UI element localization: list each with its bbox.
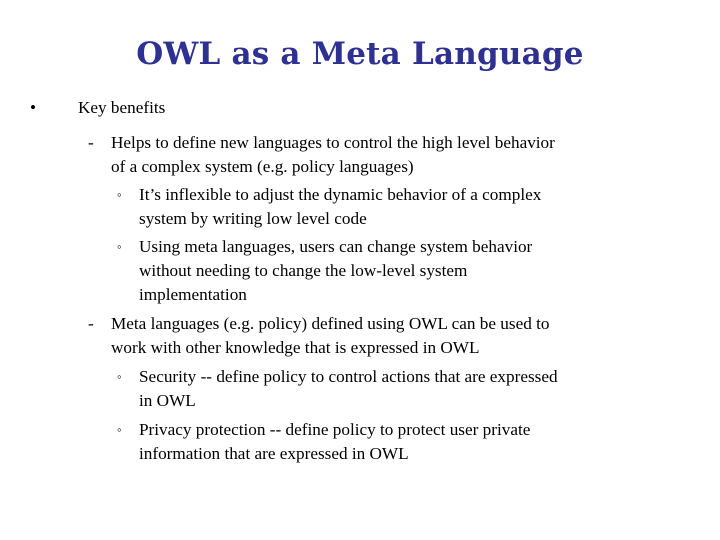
circle-marker: ◦ (117, 369, 122, 384)
bullet-line: of a complex system (e.g. policy languages) (111, 157, 414, 176)
circle-marker: ◦ (117, 239, 122, 254)
dash-marker: - (88, 314, 94, 333)
bullet-text (109, 312, 699, 360)
bullet-line: Security -- define policy to control actions that are expressed (139, 367, 558, 386)
bullet-line: Meta languages (e.g. policy) defined using OWL can be used to (111, 314, 550, 333)
bullet-line: without needing to change the low-level system (139, 261, 468, 280)
bullet-line: Helps to define new languages to control the high level behavior (111, 133, 555, 152)
circle-marker: ◦ (117, 187, 122, 202)
bullet-line: work with other knowledge that is expressed in OWL (111, 338, 480, 357)
bullet-line: Using meta languages, users can change system behavior (139, 237, 533, 256)
bullet-text (109, 131, 699, 179)
bullet-text (139, 418, 699, 466)
bullet-line: information that are expressed in OWL (139, 444, 409, 463)
bullet-marker: • (30, 98, 37, 117)
bullet-line: implementation (139, 285, 247, 304)
circle-marker: ◦ (117, 422, 122, 437)
bullet-text: Key benefits (78, 98, 166, 117)
bullet-line: in OWL (139, 391, 196, 410)
bullet-text (139, 365, 699, 413)
dash-marker: - (88, 133, 94, 152)
slide-title: OWL as a Meta Language (136, 36, 584, 72)
bullet-line: Privacy protection -- define policy to protect user private (139, 420, 531, 439)
bullet-line: system by writing low level code (139, 209, 367, 228)
bullet-line: It’s inflexible to adjust the dynamic behavior of a complex (139, 185, 542, 204)
bullet-text (139, 183, 699, 231)
bullet-text (139, 235, 699, 307)
